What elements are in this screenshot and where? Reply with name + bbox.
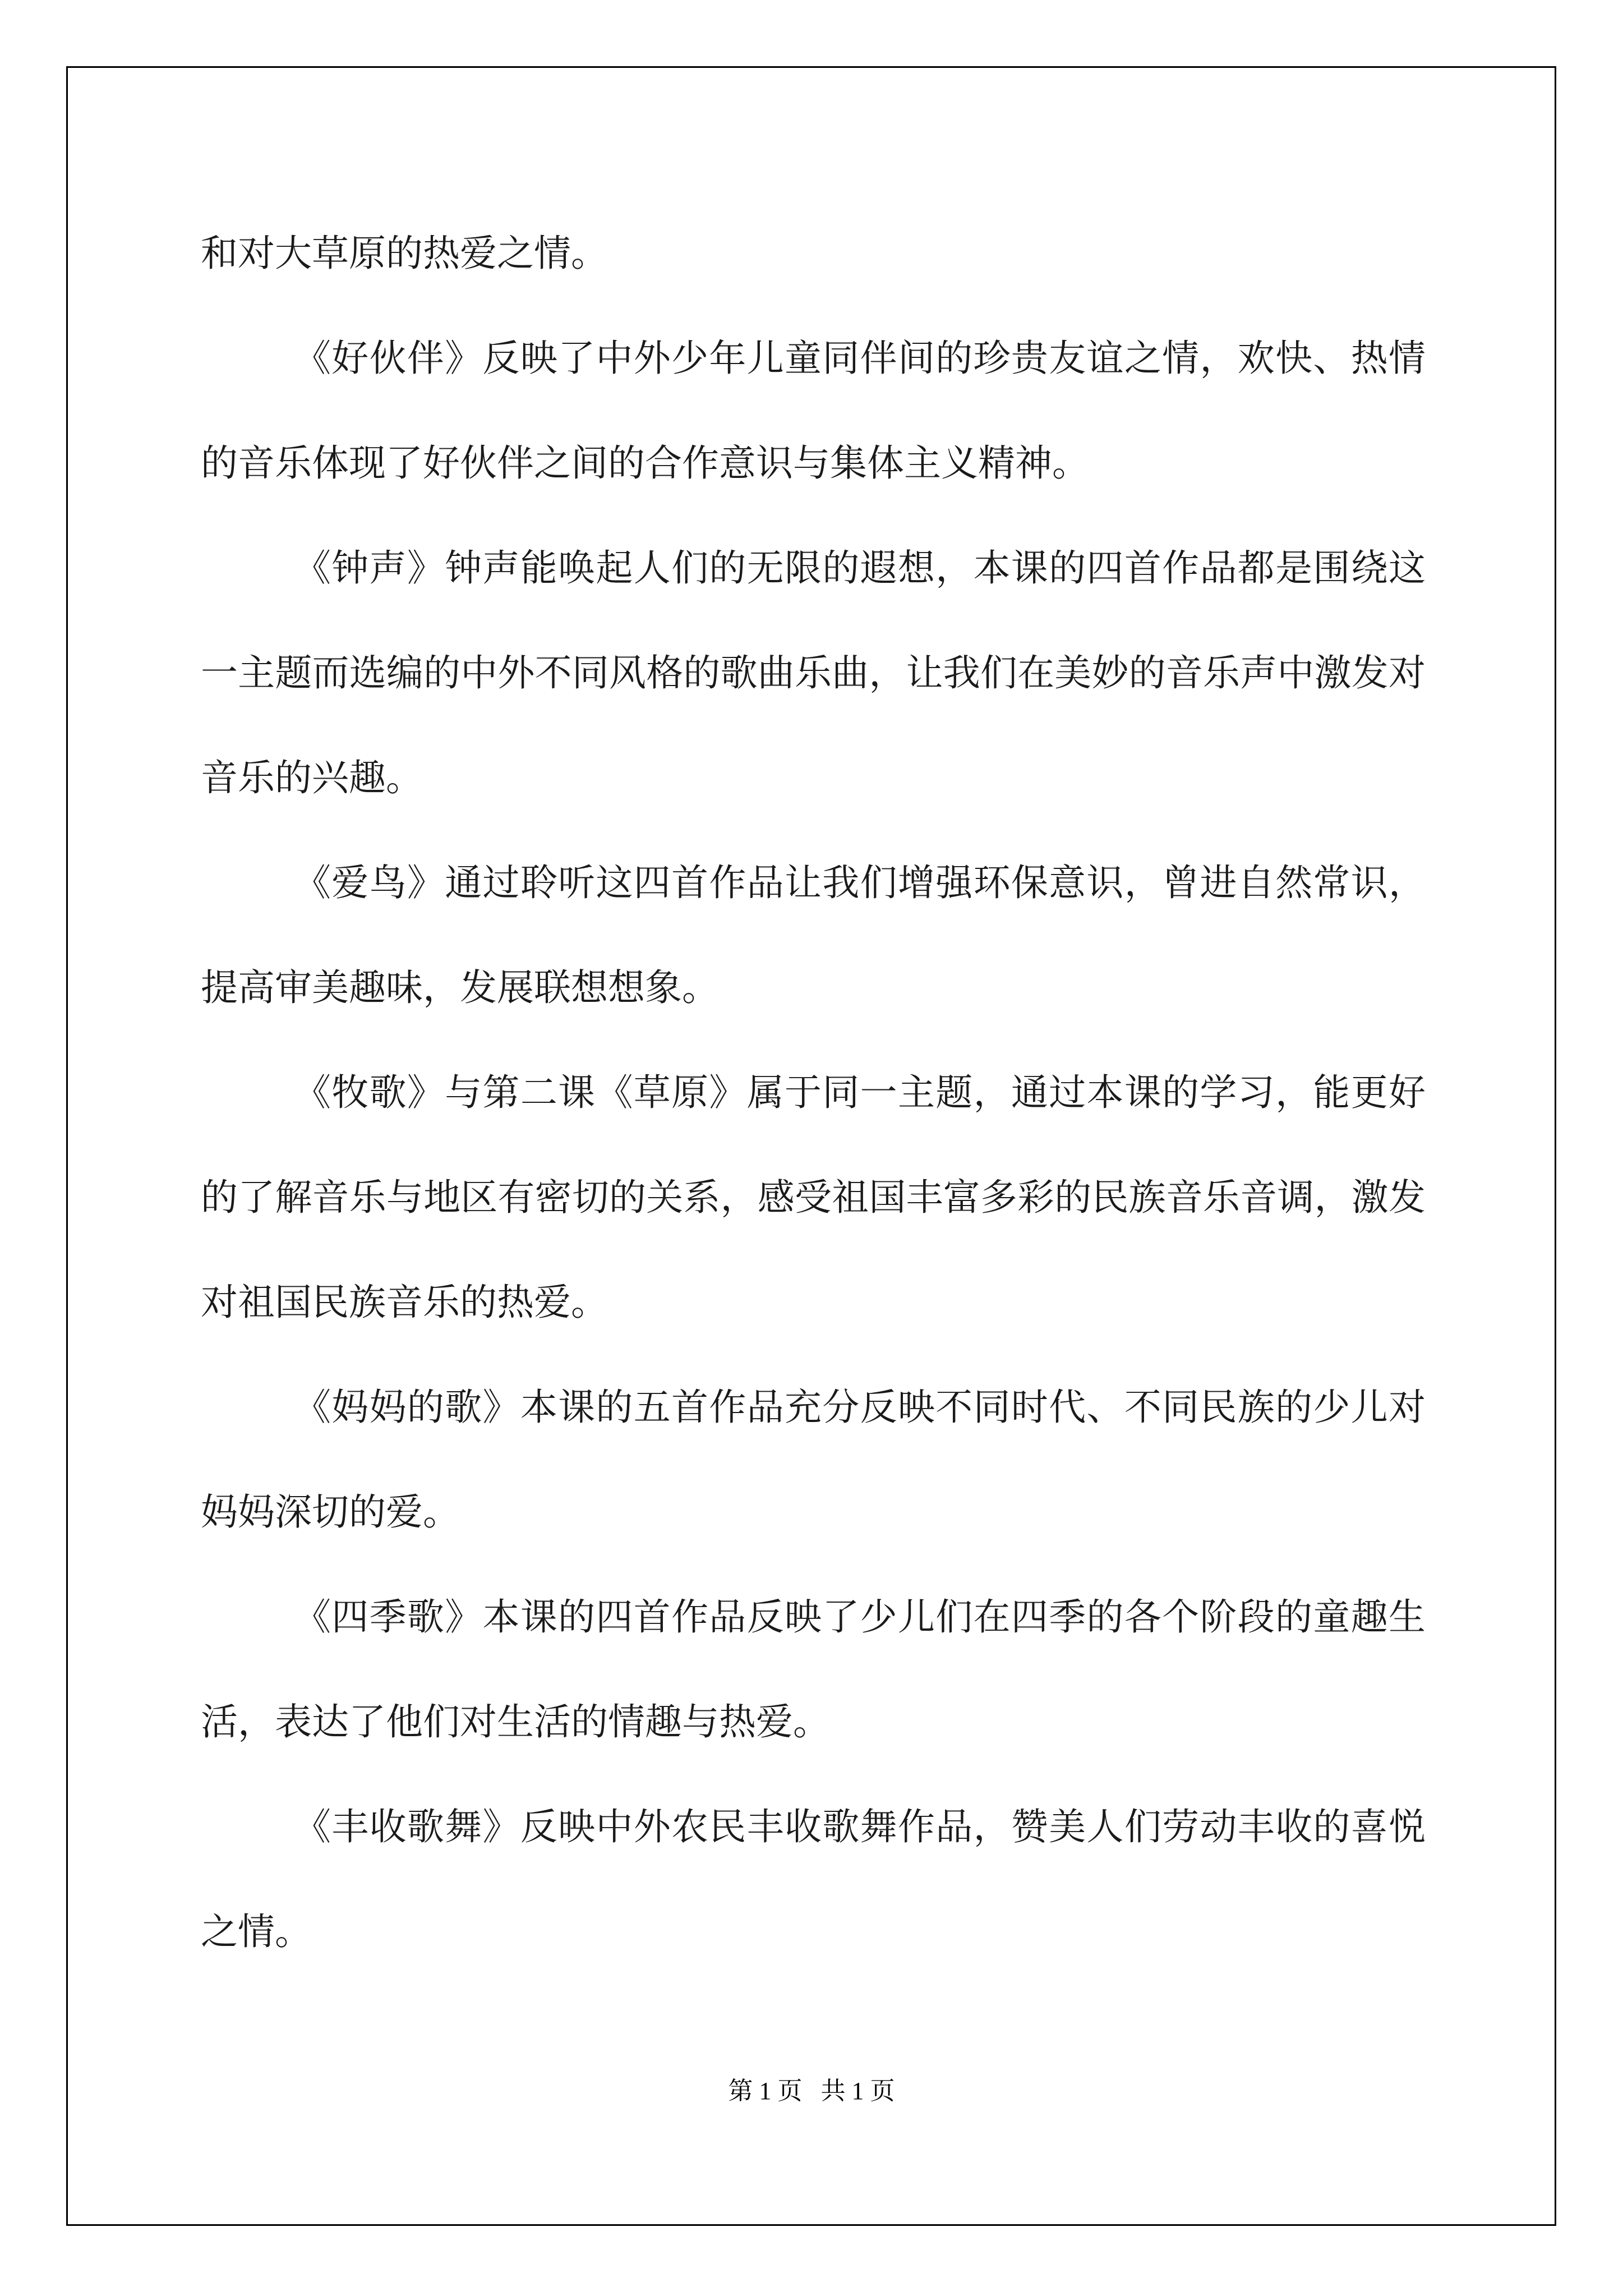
paragraph-harvest-dance: 《丰收歌舞》反映中外农民丰收歌舞作品，赞美人们劳动丰收的喜悦之情。: [201, 1805, 1426, 1953]
paragraph-continuation: 和对大草原的热爱之情。: [201, 232, 608, 275]
paragraph-love-birds: 《爱鸟》通过聆听这四首作品让我们增强环保意识，曾进自然常识，提高审美趣味，发展联想想象。: [201, 861, 1426, 1009]
paragraph-mothers-song: 《妈妈的歌》本课的五首作品充分反映不同时代、不同民族的少儿对妈妈深切的爱。: [201, 1386, 1426, 1534]
paragraph-pastoral-song: 《牧歌》与第二课《草原》属于同一主题，通过本课的学习，能更好的了解音乐与地区有密切的关系，感受祖国丰富多彩的民族音乐音调，激发对祖国民族音乐的热爱。: [201, 1071, 1426, 1324]
page-footer: [0, 2074, 1623, 2108]
paragraph-bell-sound: 《钟声》钟声能唤起人们的无限的遐想，本课的四首作品都是围绕这一主题而选编的中外不同风格的歌曲乐曲，让我们在美妙的音乐声中激发对音乐的兴趣。: [201, 546, 1426, 799]
page-number: 第 1 页 共 1 页: [728, 2077, 895, 2105]
paragraph-good-partner: 《好伙伴》反映了中外少年儿童同伴间的珍贵友谊之情，欢快、热情的音乐体现了好伙伴之间的合作意识与集体主义精神。: [201, 337, 1426, 485]
paragraph-four-seasons: 《四季歌》本课的四首作品反映了少儿们在四季的各个阶段的童趣生活，表达了他们对生活的情趣与热爱。: [201, 1595, 1426, 1743]
document-body: [201, 201, 1426, 1984]
